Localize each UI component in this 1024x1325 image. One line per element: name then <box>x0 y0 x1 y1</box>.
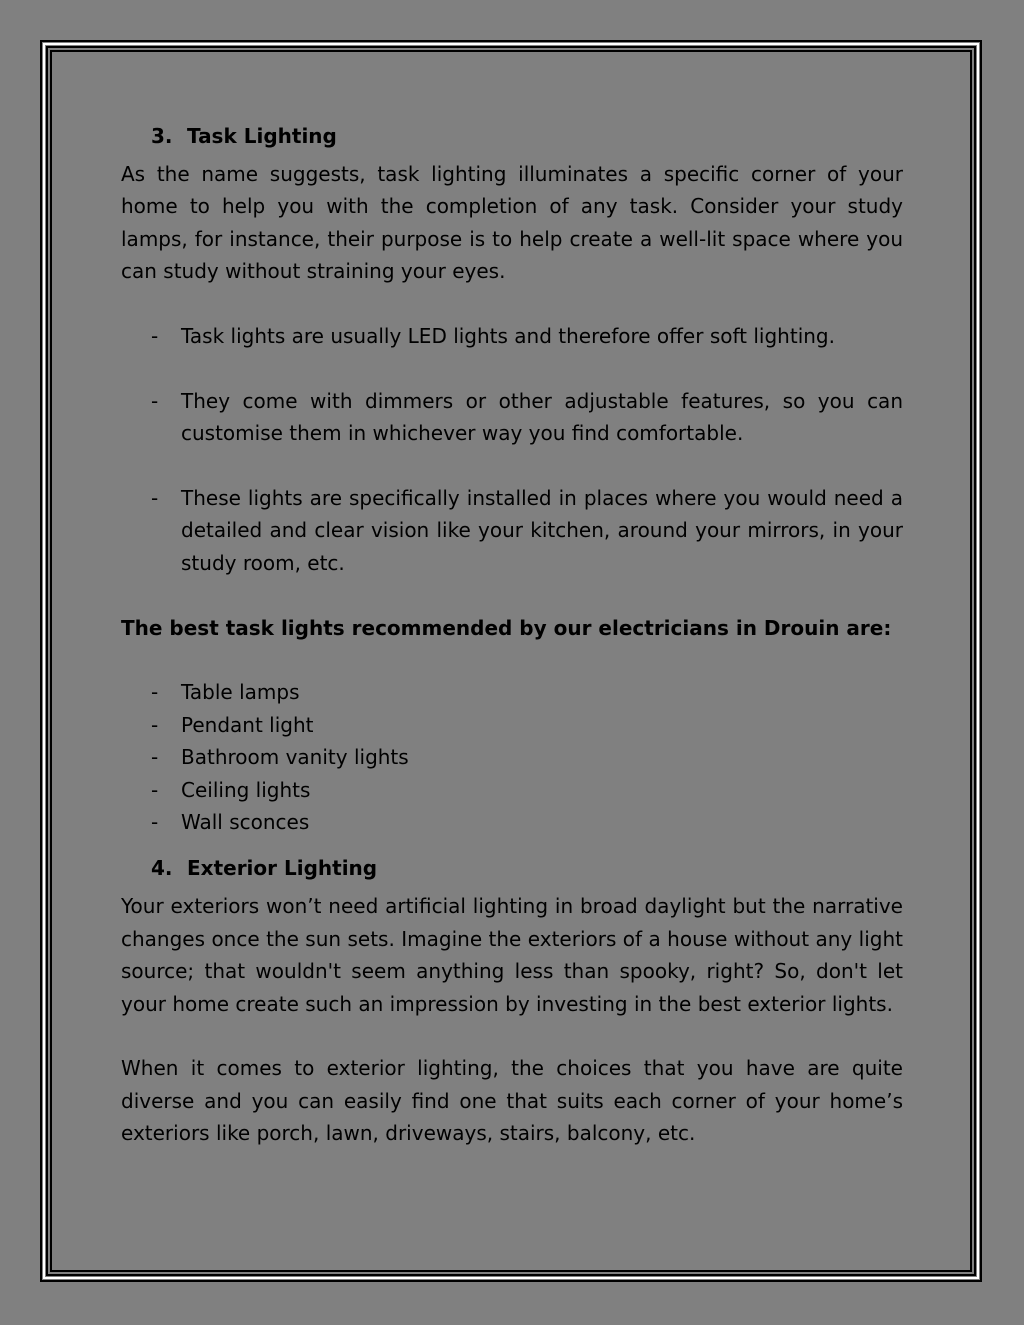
bullet-dash: - <box>151 777 159 802</box>
section-3-intro: As the name suggests, task lighting illuminates a specific corner of your home to help you with the completion of any task. Consider your study lamps, for instance, their purpose is to help create a well-lit space where you can study without straining your eyes. <box>121 162 903 284</box>
recommended-item-text: Ceiling lights <box>181 777 311 802</box>
task-point-text: These lights are specifically installed in places where you would need a detailed and clear vision like your kitchen, around your mirrors, in your study room, etc. <box>181 486 903 575</box>
recommended-item-text: Table lamps <box>181 680 300 705</box>
task-point-text: They come with dimmers or other adjustable features, so you can customise them in whichever way you find comfortable. <box>181 388 903 446</box>
section-4-title: Exterior Lighting <box>187 856 378 881</box>
section-4-paragraph-1: Your exteriors won’t need artificial lighting in broad daylight but the narrative changes once the sun sets. Imagine the exteriors of a house without any light source; that wouldn't seem anything less than spooky, right? So, don't let your home create such an impression by investing in the best exterior lights. <box>121 894 903 1016</box>
section-3-heading <box>121 116 903 156</box>
task-point-1 <box>121 320 903 352</box>
section-3-title: Task Lighting <box>187 124 337 148</box>
section-3-number: 3. <box>151 124 173 148</box>
recommended-item <box>121 741 903 773</box>
bullet-dash: - <box>151 388 159 413</box>
recommended-item-text: Bathroom vanity lights <box>181 745 409 770</box>
recommended-item-text: Wall sconces <box>181 810 310 835</box>
recommended-item <box>121 676 903 708</box>
task-point-2 <box>121 385 903 450</box>
bullet-dash: - <box>151 324 159 349</box>
bullet-dash: - <box>151 486 159 511</box>
bullet-dash: - <box>151 810 159 835</box>
recommended-item <box>121 774 903 806</box>
section-4-heading <box>121 848 903 888</box>
bullet-dash: - <box>151 712 159 737</box>
recommended-item-text: Pendant light <box>181 712 314 737</box>
task-point-text: Task lights are usually LED lights and therefore offer soft lighting. <box>181 324 835 349</box>
bullet-dash: - <box>151 680 159 705</box>
section-4-paragraph-2: When it comes to exterior lighting, the choices that you have are quite diverse and you can easily find one that suits each corner of your home’s exteriors like porch, lawn, driveways, stairs, balcony, etc. <box>121 1056 903 1146</box>
recommended-item <box>121 806 903 838</box>
section-4-number: 4. <box>151 856 173 881</box>
document-body <box>121 116 903 1150</box>
task-point-3 <box>121 482 903 579</box>
recommended-item <box>121 709 903 741</box>
bullet-dash: - <box>151 745 159 770</box>
recommend-heading: The best task lights recommended by our electricians in Drouin are: <box>121 615 892 640</box>
